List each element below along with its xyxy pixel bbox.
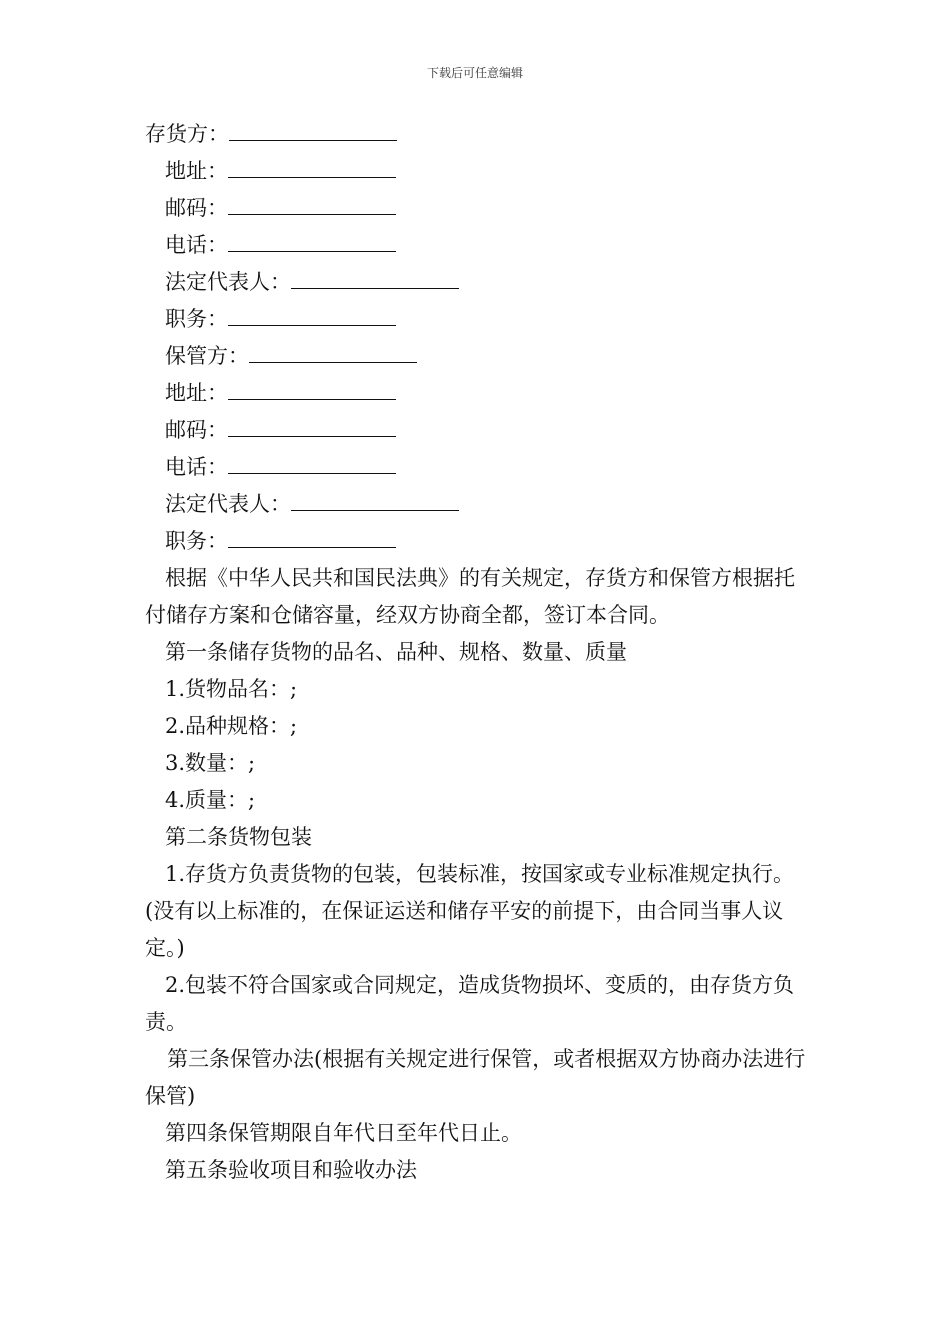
depositor-position-label: 职务： (165, 307, 228, 331)
article1-item: 2.品种规格：; (165, 714, 298, 738)
depositor-legal-rep-label: 法定代表人： (165, 270, 291, 294)
article4-paragraph: 第四条保管期限自年代日至年代日止。 (165, 1121, 522, 1145)
article1-item: 4.质量：; (165, 788, 256, 812)
custodian-address-row (145, 375, 810, 412)
article1-item: 1.货物品名：; (165, 677, 298, 701)
custodian-postcode-blank (228, 415, 396, 437)
article2-item1: 1.存货方负责货物的包装，包装标准，按国家或专业标准规定执行。(没有以上标准的，在保证运送和储存平安的前提下，由合同当事人议定。) (145, 862, 795, 960)
custodian-blank (249, 341, 417, 363)
depositor-phone-row (145, 227, 810, 264)
article1-title: 第一条储存货物的品名、品种、规格、数量、质量 (165, 640, 627, 664)
custodian-legal-rep-blank (291, 489, 459, 511)
custodian-position-blank (228, 526, 396, 548)
depositor-label: 存货方： (145, 122, 229, 146)
custodian-address-blank (228, 378, 396, 400)
contract-body (145, 116, 810, 1189)
article2-item2: 2.包装不符合国家或合同规定，造成货物损坏、变质的，由存货方负责。 (145, 973, 795, 1034)
custodian-legal-rep-label: 法定代表人： (165, 492, 291, 516)
depositor-postcode-label: 邮码： (165, 196, 228, 220)
depositor-address-blank (228, 156, 396, 178)
depositor-row (145, 116, 810, 153)
custodian-legal-rep-row (145, 486, 810, 523)
depositor-address-row (145, 153, 810, 190)
article3-paragraph: 第三条保管办法(根据有关规定进行保管，或者根据双方协商办法进行保管) (145, 1047, 806, 1108)
custodian-position-row (145, 523, 810, 560)
custodian-postcode-label: 邮码： (165, 418, 228, 442)
custodian-postcode-row (145, 412, 810, 449)
custodian-phone-label: 电话： (165, 455, 228, 479)
custodian-label: 保管方： (165, 344, 249, 368)
depositor-phone-blank (228, 230, 396, 252)
article5-title: 第五条验收项目和验收办法 (165, 1158, 417, 1182)
depositor-postcode-blank (228, 193, 396, 215)
depositor-position-row (145, 301, 810, 338)
custodian-row (145, 338, 810, 375)
depositor-address-label: 地址： (165, 159, 228, 183)
depositor-phone-label: 电话： (165, 233, 228, 257)
page-header: 下载后可任意编辑 (426, 66, 523, 80)
depositor-postcode-row (145, 190, 810, 227)
depositor-blank (229, 119, 397, 141)
depositor-legal-rep-row (145, 264, 810, 301)
preamble-paragraph: 根据《中华人民共和国民法典》的有关规定，存货方和保管方根据托付储存方案和仓储容量，经双方协商全都，签订本合同。 (145, 566, 795, 627)
custodian-phone-row (145, 449, 810, 486)
custodian-position-label: 职务： (165, 529, 228, 553)
depositor-legal-rep-blank (291, 267, 459, 289)
custodian-address-label: 地址： (165, 381, 228, 405)
depositor-position-blank (228, 304, 396, 326)
article2-title: 第二条货物包装 (165, 825, 312, 849)
custodian-phone-blank (228, 452, 396, 474)
article1-item: 3.数量：; (165, 751, 256, 775)
